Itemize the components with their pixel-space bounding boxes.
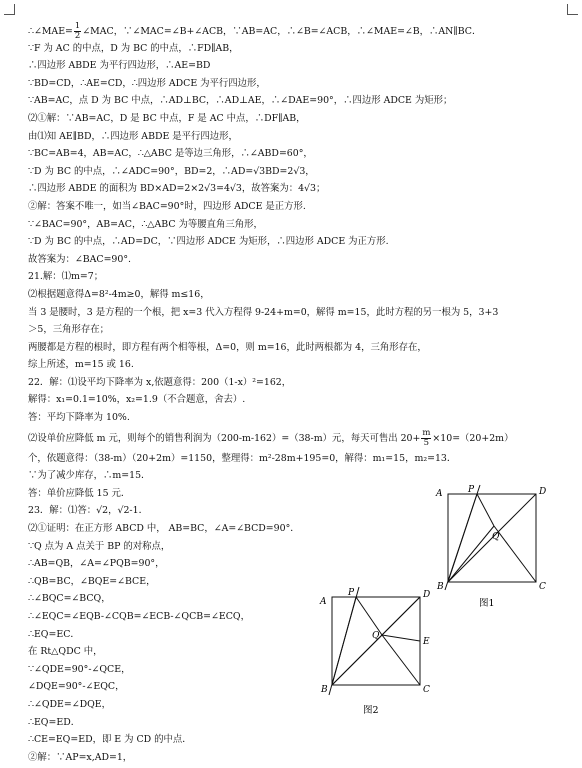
fig2-label-D: D xyxy=(423,590,431,600)
text-line: ∴四边形 ABDE 为平行四边形，∴AE=BD xyxy=(28,60,211,72)
fig1-label-Q: Q xyxy=(492,532,500,542)
text-line: 21.解：⑴m=7； xyxy=(28,271,104,283)
fig2-label-C: C xyxy=(423,685,430,695)
figure-2 xyxy=(312,585,442,717)
text-line: ∴∠BQC=∠BCQ， xyxy=(28,593,111,605)
fraction: $\frac{m}{5}$ xyxy=(422,427,431,448)
text-line: ∴EQ=ED． xyxy=(28,716,81,728)
text-line: 由⑴知 AE∥BD，∴四边形 ABDE 是平行四边形， xyxy=(28,130,238,142)
text-line: ⑵①解：∵AB=AC，D 是 BC 中点，F 是 AC 中点，∴DF∥AB， xyxy=(28,112,306,124)
text-line: ∵D 为 BC 的中点，∴∠ADC=90°，BD=2，∴AD=√3BD=2√3， xyxy=(28,165,315,177)
fig1-label-C: C xyxy=(539,582,546,592)
fig1-line-BQ xyxy=(448,526,494,582)
text-line: ∵为了减少库存，∴m=15． xyxy=(28,470,151,482)
text-line: 在 Rt△QDC 中， xyxy=(28,646,103,658)
text-line: ∴CE=EQ=ED，即 E 为 CD 的中点． xyxy=(28,734,192,746)
page-corner-mark xyxy=(4,4,15,15)
text-line: ∴AB=QB，∠A=∠PQB=90°， xyxy=(28,558,165,570)
fig2-label-A: A xyxy=(320,597,327,607)
text-line: ∴∠QDE=∠DQE， xyxy=(28,698,111,710)
text-line: 综上所述，m=15 或 16. xyxy=(28,359,134,371)
text-line: ∴QB=BC，∠BQE=∠BCE， xyxy=(28,575,156,587)
fig1-label-P: P xyxy=(468,485,475,495)
text-line: ∵AB=AC，点 D 为 BC 中点，∴AD⊥BC，∴AD⊥AE，∴∠DAE=90°，∴四边形 ADCE 为矩形； xyxy=(28,95,453,107)
text-line: ∵Q 点为 A 点关于 BP 的对称点， xyxy=(28,540,171,552)
text-line: ②解：答案不唯一，如当∠BAC=90°时，四边形 ADCE 是正方形. xyxy=(28,200,306,212)
text-line: 解得：x₁=0.1=10%，x₂=1.9（不合题意，舍去）. xyxy=(28,394,246,406)
text-line: 答：单价应降低 15 元． xyxy=(28,487,131,499)
text-line: 当 3 是腰时，3 是方程的一个根，把 x=3 代入方程得 9-24+m=0，解得 m=15，此时方程的另一根为 5，3+3 xyxy=(28,306,499,318)
figure-1 xyxy=(428,482,558,608)
fig1-label-A: A xyxy=(436,489,443,499)
text-line: 23．解：⑴答：√2，√2-1． xyxy=(28,505,148,517)
text-line: ∵∠QDE=90°-∠QCE， xyxy=(28,663,131,675)
fraction: $\frac{1}{2}$ xyxy=(74,22,81,40)
text-line: ∵BC=AB=4，AB=AC，∴△ABC 是等边三角形，∴∠ABD=60°， xyxy=(28,148,313,160)
fig1-line-extended xyxy=(445,485,480,590)
text-line: ⑵根据题意得Δ=8²-4m≥0，解得 m≤16， xyxy=(28,288,210,300)
text-line: ②解：∵AP=x,AD=1， xyxy=(28,751,133,763)
fig2-line-BQ xyxy=(332,635,382,685)
text-line: 两腰都是方程的根时，即方程有两个相等根，Δ=0，则 m=16，此时两根都为 4，三角形存在， xyxy=(28,341,427,353)
fig1-caption: 图1 xyxy=(479,598,495,608)
text-line: ⑵①证明：在正方形 ABCD 中， AB=BC，∠A=∠BCD=90°． xyxy=(28,523,300,535)
solution-text xyxy=(28,22,558,766)
fig2-label-P: P xyxy=(348,588,355,598)
text-line: 故答案为：∠BAC=90°. xyxy=(28,253,132,265)
fig1-line-PQ xyxy=(477,494,494,526)
text-line: ∠DQE=90°-∠EQC， xyxy=(28,681,125,693)
text-line: ∴四边形 ABDE 的面积为 BD×AD=2×2√3=4√3，故答案为：4√3； xyxy=(28,183,326,195)
text-line: 22．解：⑴设平均下降率为 x,依题意得：200（1-x）²=162， xyxy=(28,376,292,388)
fig2-label-Q: Q xyxy=(372,631,380,641)
fig1-label-D: D xyxy=(539,487,547,497)
fig2-line-PQ xyxy=(356,597,382,635)
fig2-caption: 图2 xyxy=(363,705,379,716)
page-corner-mark xyxy=(567,4,578,15)
fig2-line-extended xyxy=(329,587,359,695)
text-line: ∴∠EQC=∠EQB-∠CQB=∠ECB-∠QCB=∠ECQ， xyxy=(28,611,250,622)
text-line: ∵BD=CD，∴AE=CD，∴四边形 ADCE 为平行四边形， xyxy=(28,77,266,89)
text-line: 答：平均下降率为 10%. xyxy=(28,412,130,424)
fig2-label-E: E xyxy=(423,637,430,647)
text-line: ∵D 为 BC 的中点，∴AD=DC，∵四边形 ADCE 为矩形，∴四边形 ADCE 为正方形. xyxy=(28,236,389,248)
fig2-line-QE xyxy=(382,635,420,641)
text-line: 个，依题意得：（38-m）（20+2m）=1150，整理得：m²-28m+195=0，解得：m₁=15，m₂=13． xyxy=(28,452,457,464)
fig1-line-QC xyxy=(494,526,536,582)
fig1-label-B: B xyxy=(437,582,444,592)
fig2-line-QC xyxy=(382,635,420,685)
fig2-label-B: B xyxy=(321,685,328,695)
fig2-line-QD xyxy=(382,597,420,635)
text-line: ∵∠BAC=90°，AB=AC，∴△ABC 为等腰直角三角形， xyxy=(28,218,263,230)
text-line: ⑵设单价应降低 m 元，则每个的销售利润为（200-m-162）=（38-m）元，每天可售出 20+ $\frac{m}{5}$ ×10=（20+2m） xyxy=(28,427,514,448)
text-line: ∴EQ=EC． xyxy=(28,628,80,640)
text-line: ∵F 为 AC 的中点，D 为 BC 的中点，∴FD∥AB， xyxy=(28,42,239,54)
text-line: ＞5，三角形存在； xyxy=(28,324,109,336)
text-line: ∴∠MAE= $\frac{1}{2}$ ∠MAC，∵∠MAC=∠B+∠ACB，∵AB=AC，∴∠B=∠ACB，∴∠MAE=∠B，∴AN∥BC． xyxy=(28,22,482,40)
